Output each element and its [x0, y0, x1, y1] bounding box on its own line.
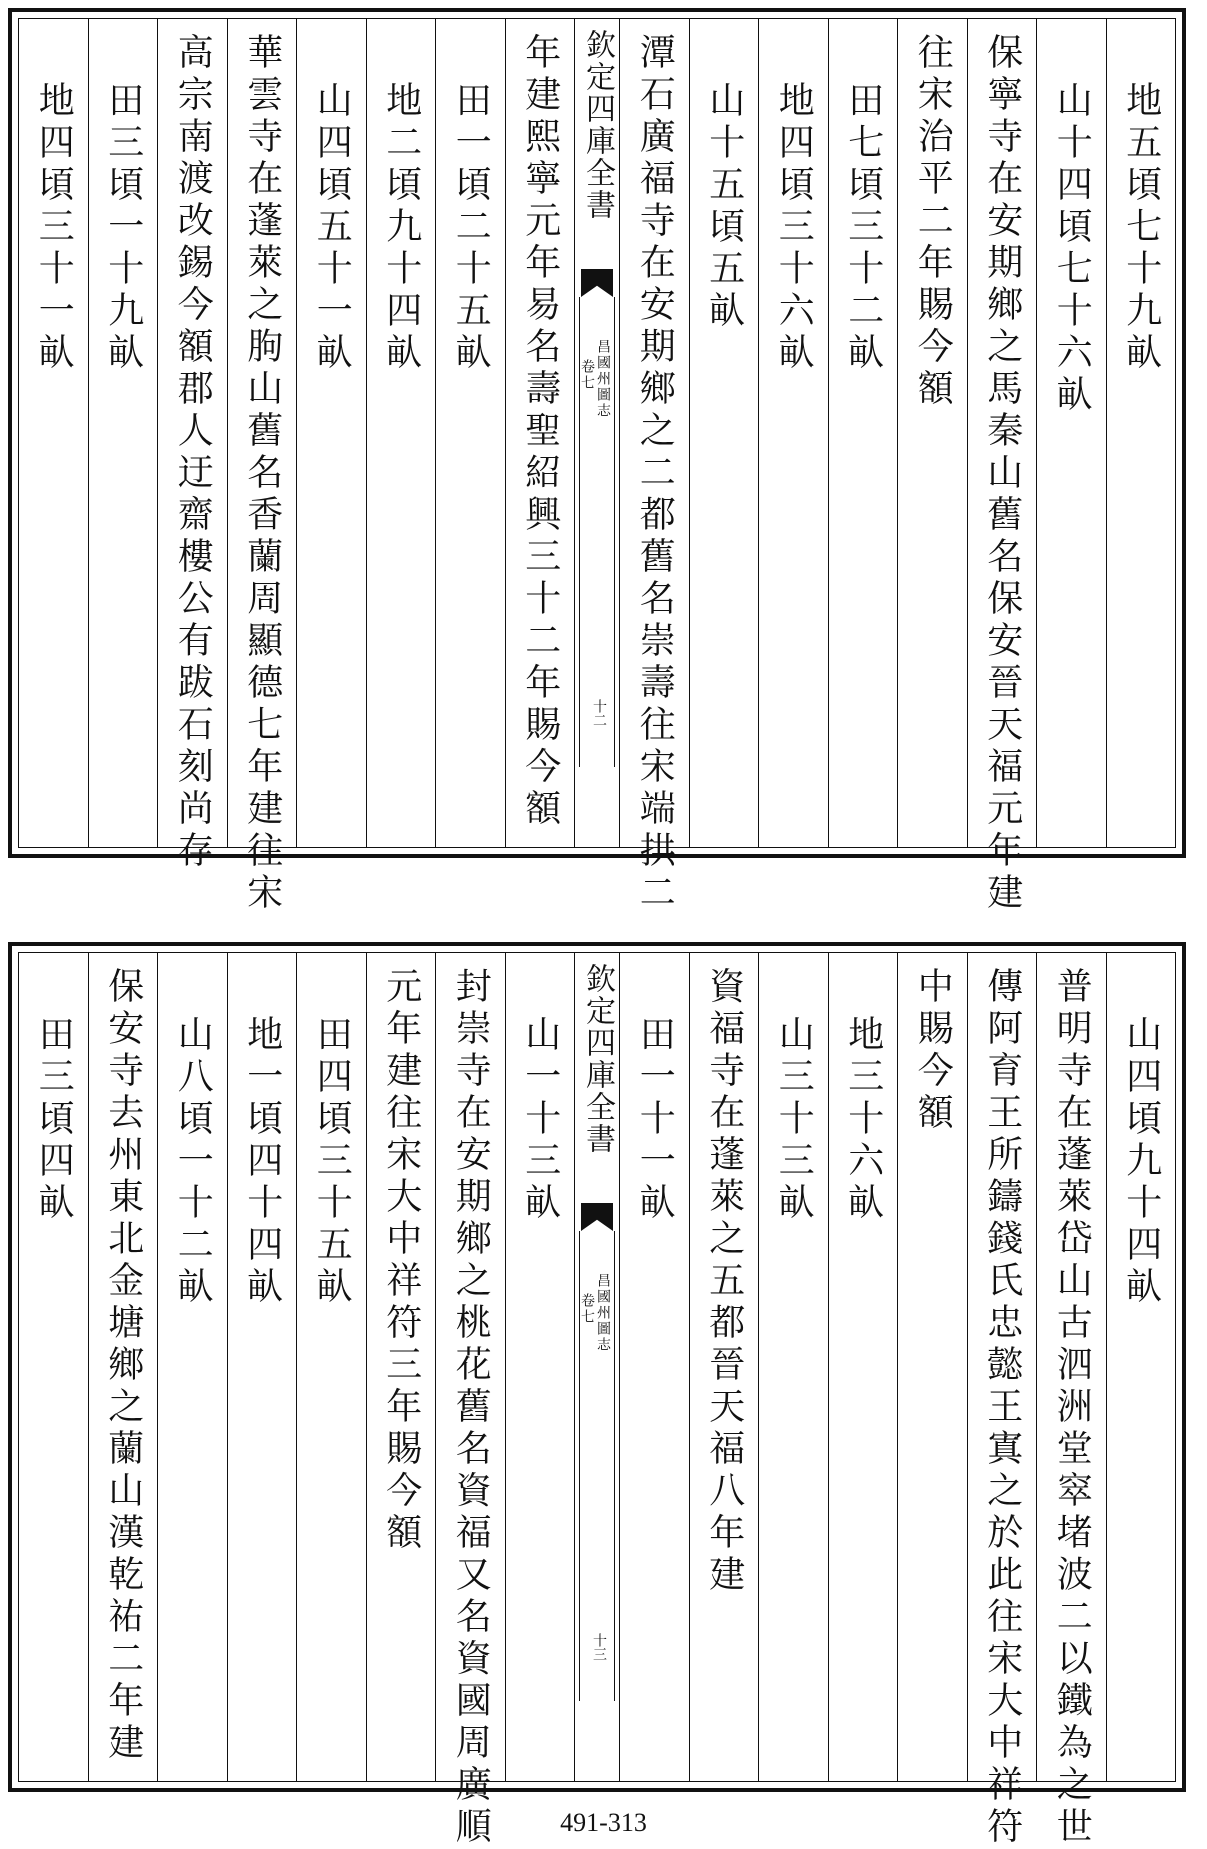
- volume-label: 卷七: [579, 359, 595, 391]
- folio-number: 十三: [591, 1633, 607, 1661]
- right-text-column: [967, 953, 1037, 1849]
- book-subtitle: 昌國州圖志: [595, 339, 611, 419]
- column-text: 田七頃三十二畒: [842, 81, 884, 375]
- page-id-footer: 491-313: [560, 1808, 647, 1837]
- center-fold-column: [574, 19, 619, 847]
- column-text: 保寧寺在安期鄉之馬秦山舊名保安晉天福元年建: [981, 33, 1023, 915]
- column-text: 地一頃四十四畒: [241, 1015, 283, 1309]
- right-text-column: [689, 19, 759, 847]
- right-text-column: [1036, 953, 1106, 1849]
- left-text-column: [88, 953, 158, 1781]
- right-text-column: [897, 19, 967, 847]
- column-text: 山十五頃五畒: [703, 81, 745, 333]
- column-text: 地二頃九十四畒: [380, 81, 422, 375]
- left-text-column: [296, 19, 366, 847]
- column-text: 山十四頃七十六畒: [1051, 81, 1093, 417]
- column-text: 田三頃一十九畒: [102, 81, 144, 375]
- book-subtitle: 昌國州圖志: [595, 1273, 611, 1353]
- right-text-column: [828, 19, 898, 847]
- right-text-column: [758, 953, 828, 1781]
- left-text-column: [296, 953, 366, 1781]
- left-text-column: [88, 19, 158, 847]
- left-text-column: [366, 953, 436, 1781]
- column-text: 資福寺在蓬萊之五都晉天福八年建: [703, 967, 745, 1597]
- left-text-column: [505, 953, 575, 1781]
- left-text-column: [227, 953, 297, 1781]
- column-text: 田四頃三十五畒: [311, 1015, 353, 1309]
- column-text: 普明寺在蓬萊岱山古泗洲堂窣堵波二以鐵為之世: [1051, 967, 1093, 1849]
- column-text: 地四頃三十六畒: [773, 81, 815, 375]
- left-text-column: [366, 19, 436, 847]
- column-text: 山八頃一十二畒: [172, 1015, 214, 1309]
- right-text-column: [967, 19, 1037, 915]
- column-text: 封崇寺在安期鄉之桃花舊名資福又名資國周廣順: [450, 967, 492, 1849]
- left-text-column: [157, 19, 227, 873]
- right-text-column: [828, 953, 898, 1781]
- left-text-column: [505, 19, 575, 847]
- left-text-column: [19, 19, 88, 847]
- right-text-column: [689, 953, 759, 1781]
- column-text: 田一十一畒: [634, 1015, 676, 1225]
- volume-label: 卷七: [579, 1293, 595, 1325]
- column-text: 山四頃五十一畒: [311, 81, 353, 375]
- right-text-column: [619, 19, 689, 915]
- column-text: 地五頃七十九畒: [1120, 81, 1162, 375]
- left-text-column: [157, 953, 227, 1781]
- top-page: [8, 8, 1186, 915]
- column-text: 地四頃三十一畒: [33, 81, 75, 375]
- column-text: 潭石廣福寺在安期鄉之二都舊名崇壽往宋端拱二: [634, 33, 676, 915]
- column-text: 山一十三畒: [519, 1015, 561, 1225]
- column-text: 傳阿育王所鑄錢氏忠懿王寘之於此往宋大中祥符: [981, 967, 1023, 1849]
- right-text-column: [1036, 19, 1106, 847]
- column-text: 華雲寺在蓬萊之朐山舊名香蘭周顯德七年建往宋: [241, 33, 283, 915]
- column-text: 中賜今額: [912, 967, 954, 1135]
- column-text: 高宗南渡改錫今額郡人迂齋樓公有跋石刻尚存: [172, 33, 214, 873]
- right-text-column: [758, 19, 828, 847]
- left-text-column: [19, 953, 88, 1781]
- center-fold-column: [574, 953, 619, 1781]
- book-title: 欽定四庫全書: [580, 963, 615, 1155]
- left-text-column: [227, 19, 297, 915]
- top-page-columns: [18, 18, 1176, 915]
- right-text-column: [897, 953, 967, 1781]
- column-text: 保安寺去州東北金塘鄉之蘭山漢乾祐二年建: [102, 967, 144, 1765]
- column-text: 元年建往宋大中祥符三年賜今額: [380, 967, 422, 1555]
- right-text-column: [1106, 19, 1176, 847]
- left-text-column: [435, 953, 505, 1849]
- left-text-column: [435, 19, 505, 847]
- column-text: 田三頃四畒: [33, 1015, 75, 1225]
- folio-number: 十二: [591, 699, 607, 727]
- book-title: 欽定四庫全書: [580, 29, 615, 221]
- column-text: 山四頃九十四畒: [1120, 1015, 1162, 1309]
- column-text: 往宋治平二年賜今額: [912, 33, 954, 411]
- column-text: 年建熙寧元年易名壽聖紹興三十二年賜今額: [519, 33, 561, 831]
- right-text-column: [1106, 953, 1176, 1781]
- right-text-column: [619, 953, 689, 1781]
- column-text: 山三十三畒: [773, 1015, 815, 1225]
- column-text: 田一頃二十五畒: [450, 81, 492, 375]
- column-text: 地三十六畒: [842, 1015, 884, 1225]
